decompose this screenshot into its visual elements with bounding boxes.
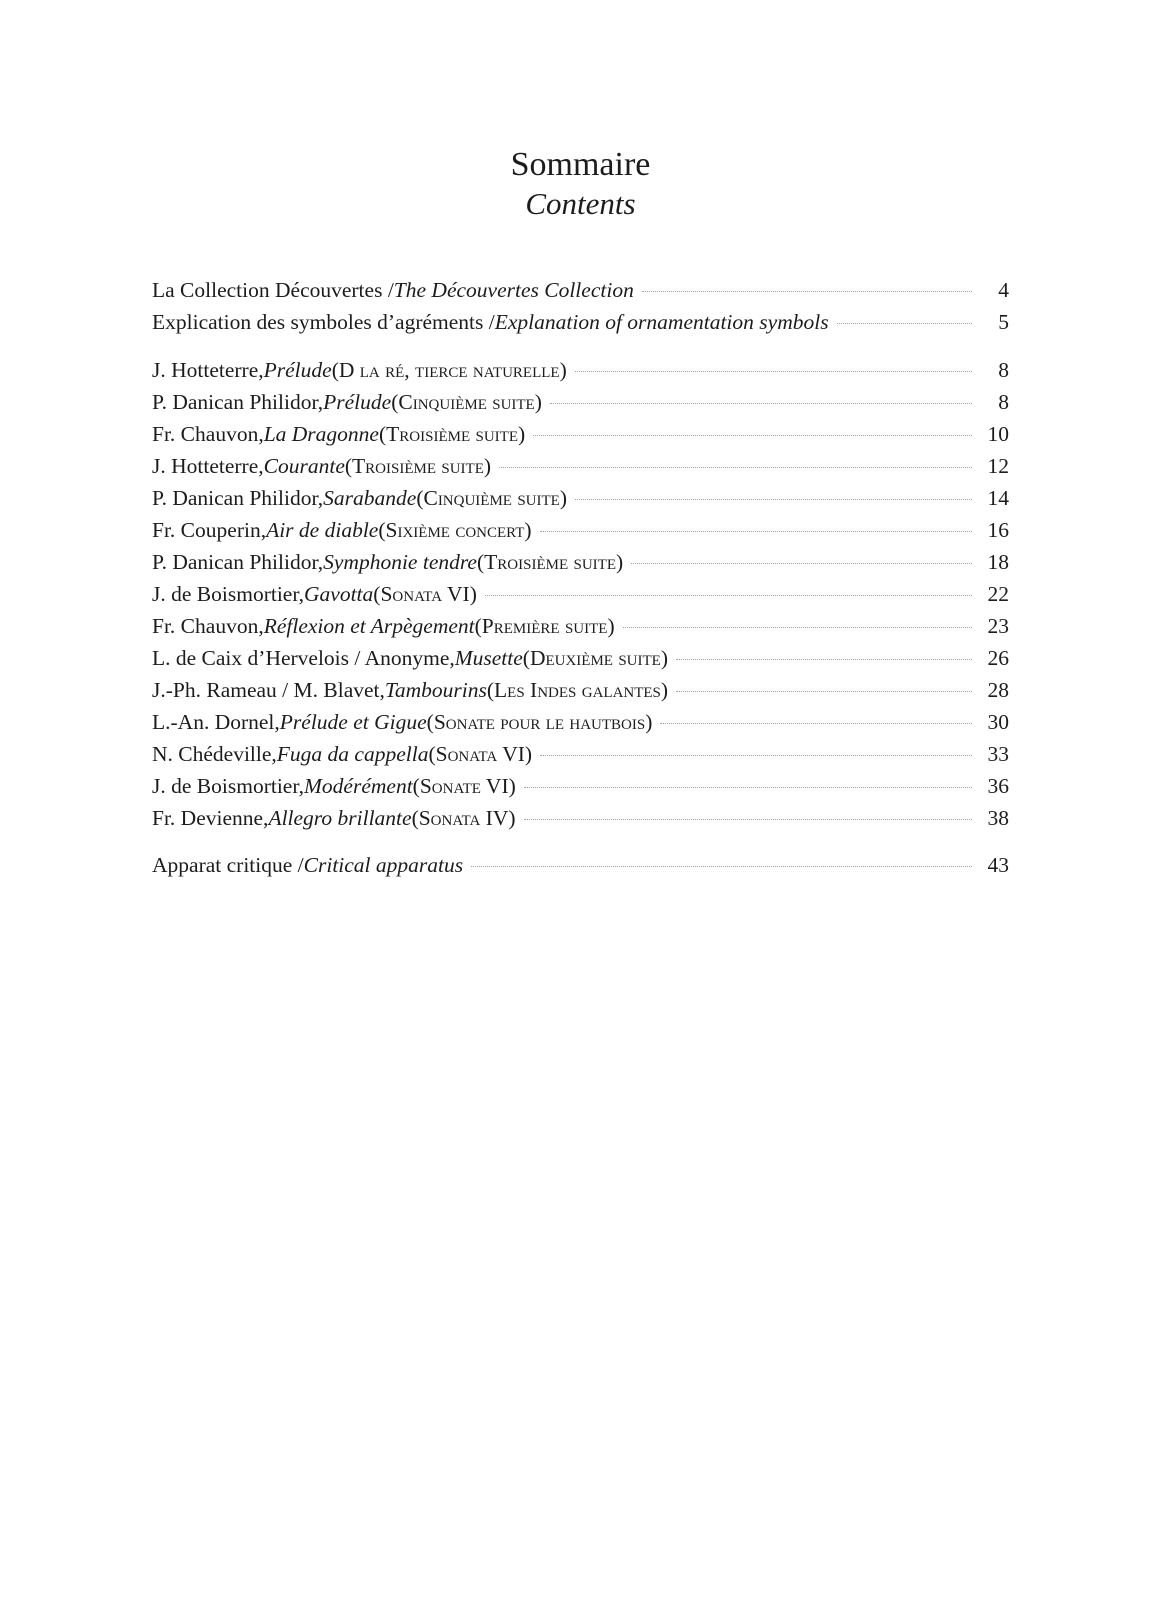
toc-row [152,418,1009,450]
toc-entry-title: Réflexion et Arpègement [263,614,475,638]
toc-page-number: 16 [987,518,1009,542]
toc-leader-dots [631,563,972,564]
toc-entry-title: Gavotta [304,582,374,606]
toc-entry-text: La Collection Découvertes / [152,278,394,302]
toc-entry-text: L. de Caix d’Hervelois / Anonyme, [152,646,455,670]
toc-leader-dots [524,787,972,788]
toc-entry-title: Prélude [323,390,392,414]
toc-entry-text: Fr. Couperin, [152,518,267,542]
toc-entry-text: N. Chédeville, [152,742,277,766]
toc-row [152,514,1009,546]
toc-entry-title: La Dragonne [263,422,379,446]
toc-page-number: 22 [987,582,1009,606]
toc-row [152,738,1009,770]
toc-entry-title: Prélude [263,358,332,382]
toc-entry-title: Air de diable [266,518,379,542]
toc-entry-text: J.-Ph. Rameau / M. Blavet, [152,678,385,702]
toc-page-number: 28 [987,678,1009,702]
toc-row [152,354,1009,386]
toc-row [152,849,1009,881]
toc-row [152,642,1009,674]
toc-page-number: 8 [998,358,1009,382]
toc-entry-title: Modérément [304,774,413,798]
toc-row [152,450,1009,482]
toc-entry-text: J. de Boismortier, [152,582,305,606]
toc-leader-dots [550,403,972,404]
toc-entry-text: P. Danican Philidor, [152,550,324,574]
toc-entry-text: Fr. Devienne, [152,806,269,830]
toc-page-number: 14 [987,486,1009,510]
table-of-contents [152,274,1009,881]
toc-page-number: 23 [987,614,1009,638]
toc-page-number: 10 [987,422,1009,446]
page-subtitle: Contents [525,186,636,221]
toc-entry-subtitle: (Troisième suite) [378,422,526,446]
toc-entry-subtitle: (Sonate VI) [412,774,516,798]
toc-entry-text: Explication des symboles d’agréments / [152,310,495,334]
toc-intro-block [152,274,1009,338]
toc-page-number: 43 [987,853,1009,877]
toc-leader-dots [540,755,972,756]
toc-leader-dots [575,499,972,500]
toc-leader-dots [837,323,972,324]
toc-row [152,306,1009,338]
toc-page-number: 12 [987,454,1009,478]
toc-entry-subtitle: (Troisième suite) [476,550,624,574]
toc-entry-text: Fr. Chauvon, [152,422,264,446]
toc-leader-dots [540,531,972,532]
toc-page-number: 30 [987,710,1009,734]
toc-entry-subtitle: (Sonata IV) [411,806,516,830]
toc-leader-dots [660,723,972,724]
toc-entry-subtitle: (Cinquième suite) [391,390,542,414]
toc-entry-title: Sarabande [323,486,417,510]
toc-entry-text: L.-An. Dornel, [152,710,280,734]
toc-leader-dots [623,627,972,628]
toc-row [152,610,1009,642]
toc-entry-title: Prélude et Gigue [279,710,427,734]
toc-entry-subtitle: (Première suite) [474,614,615,638]
toc-page-number: 33 [987,742,1009,766]
toc-leader-dots [676,659,972,660]
toc-entry-text: J. Hotteterre, [152,358,264,382]
toc-outro-block [152,849,1009,881]
toc-page-number: 38 [987,806,1009,830]
toc-entry-text: J. de Boismortier, [152,774,305,798]
toc-leader-dots [642,291,972,292]
toc-entry-text: P. Danican Philidor, [152,486,324,510]
toc-entry-subtitle: (Les Indes galantes) [486,678,669,702]
toc-entry-subtitle: (Sonata VI) [428,742,533,766]
toc-leader-dots [485,595,972,596]
toc-entry-title: Courante [263,454,345,478]
toc-page-number: 5 [998,310,1009,334]
toc-entry-title: Allegro brillante [268,806,412,830]
page-title: Sommaire [510,146,651,183]
toc-entry-subtitle: (Deuxième suite) [522,646,668,670]
toc-row [152,674,1009,706]
toc-row [152,546,1009,578]
toc-works-block [152,354,1009,834]
toc-entry-text: J. Hotteterre, [152,454,264,478]
toc-leader-dots [499,467,972,468]
toc-leader-dots [471,866,972,867]
toc-page-number: 18 [987,550,1009,574]
toc-row [152,770,1009,802]
toc-row [152,578,1009,610]
toc-entry-subtitle: (D la ré, tierce naturelle) [331,358,567,382]
toc-page-number: 26 [987,646,1009,670]
toc-entry-text: Apparat critique / [152,853,304,877]
toc-row [152,386,1009,418]
toc-entry-subtitle: (Sixième concert) [378,518,532,542]
toc-entry-subtitle: (Sonata VI) [373,582,477,606]
toc-entry-text: P. Danican Philidor, [152,390,324,414]
toc-entry-subtitle: (Cinquième suite) [416,486,567,510]
toc-entry-title: Symphonie tendre [323,550,477,574]
toc-page-number: 8 [998,390,1009,414]
toc-leader-dots [533,435,972,436]
toc-entry-subtitle: (Sonate pour le hautbois) [426,710,653,734]
toc-entry-title: The Découvertes Collection [393,278,634,302]
toc-entry-title: Critical apparatus [303,853,464,877]
toc-row [152,482,1009,514]
toc-page-number: 36 [987,774,1009,798]
toc-entry-title: Tambourins [384,678,487,702]
toc-leader-dots [575,371,972,372]
toc-entry-title: Fuga da cappella [276,742,429,766]
toc-row [152,274,1009,306]
toc-row [152,802,1009,834]
toc-entry-subtitle: (Troisième suite) [344,454,492,478]
toc-entry-text: Fr. Chauvon, [152,614,264,638]
toc-entry-title: Musette [454,646,523,670]
toc-page-number: 4 [998,278,1009,302]
toc-leader-dots [676,691,972,692]
toc-row [152,706,1009,738]
toc-leader-dots [524,819,972,820]
toc-entry-title: Explanation of ornamentation symbols [494,310,829,334]
